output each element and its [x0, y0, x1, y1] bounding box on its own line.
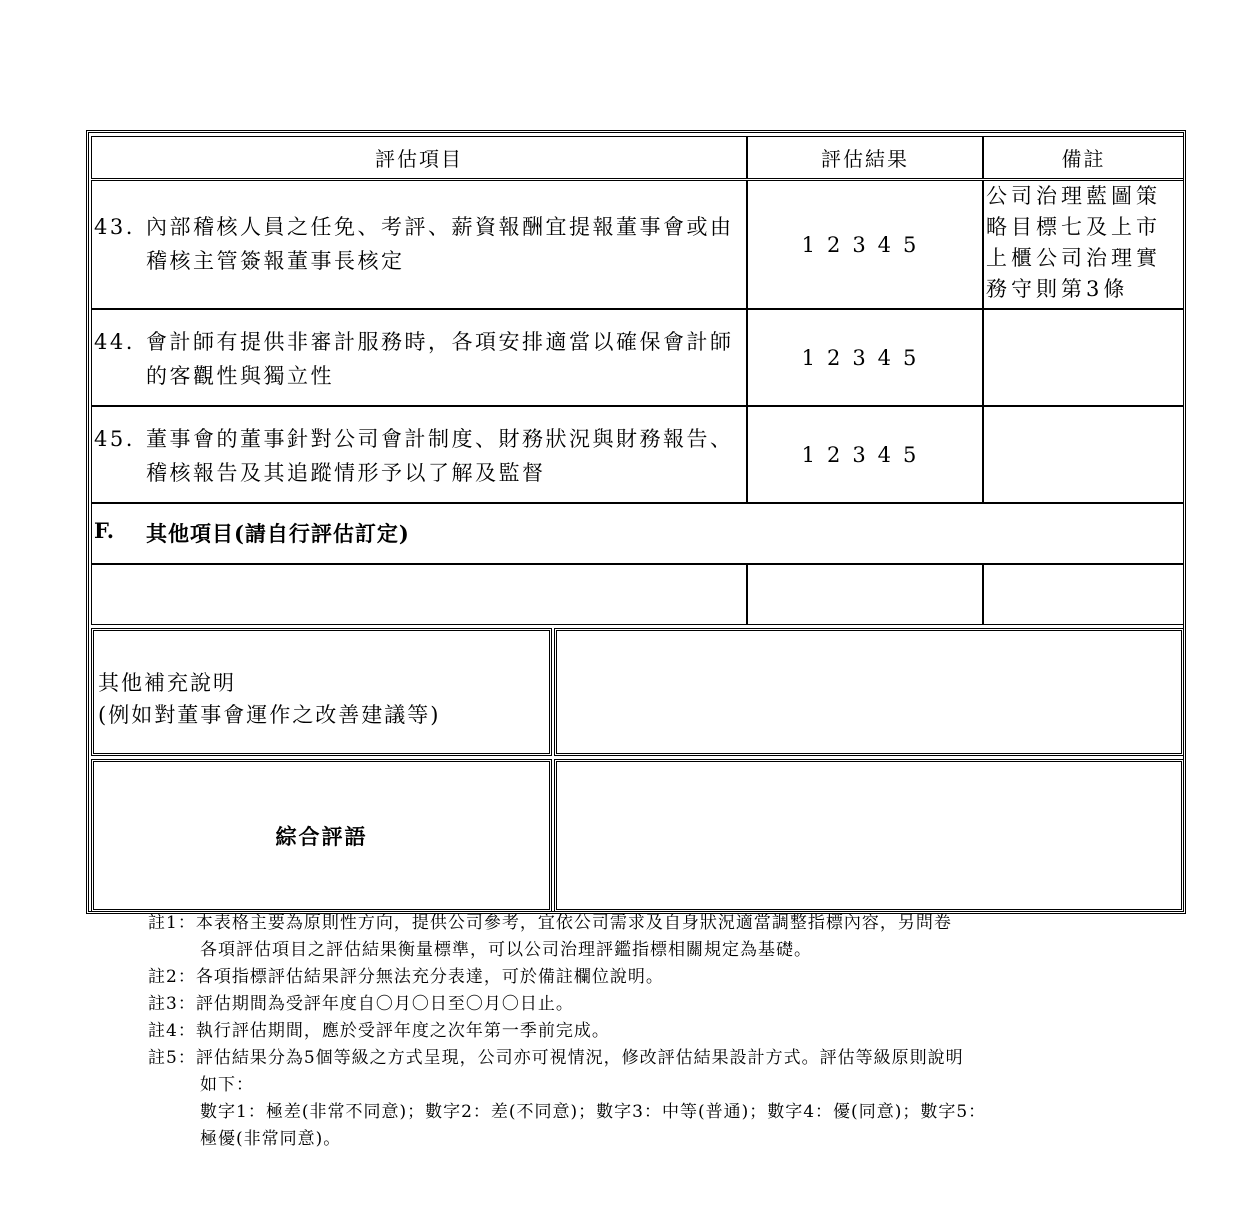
overall-comment-input-cell[interactable] — [554, 759, 1184, 912]
header-result-cell — [747, 136, 983, 179]
item-number: 44. — [94, 330, 135, 354]
remark-text: 公司治理藍圖策略目標七及上市上櫃公司治理實務守則第3條 — [986, 184, 1161, 301]
note-5-scale-definition: 數字1：極差(非常不同意)；數字2：差(不同意)；數字3：中等(普通)；數字4：優(同意)；數字5： — [200, 1102, 987, 1122]
rating-scale-values: 12345 — [801, 442, 929, 467]
rating-scale-values: 12345 — [801, 232, 929, 257]
section-f-number: F. — [94, 518, 115, 543]
item-number: 43. — [94, 215, 135, 239]
table-row-item — [91, 406, 747, 503]
custom-result-cell[interactable] — [747, 564, 983, 625]
remark-cell[interactable] — [983, 309, 1184, 406]
header-item-cell — [91, 136, 747, 179]
custom-remark-cell[interactable] — [983, 564, 1184, 625]
note-5: 註5：評估結果分為5個等級之方式呈現，公司亦可視情況，修改評估結果設計方式。評估等級原則說明 — [148, 1048, 964, 1068]
note-1-continued: 各項評估項目之評估結果衡量標準，可以公司治理評鑑指標相關規定為基礎。 — [200, 940, 812, 960]
rating-scale-values: 12345 — [801, 345, 929, 370]
table-row-item — [91, 309, 747, 406]
rating-scale[interactable] — [747, 309, 983, 406]
overall-comment-label-cell — [91, 759, 552, 912]
item-text: 會計師有提供非審計服務時，各項安排適當以確保會計師的客觀性與獨立性 — [146, 330, 734, 388]
rating-scale[interactable] — [747, 406, 983, 503]
item-text: 內部稽核人員之任免、考評、薪資報酬宜提報董事會或由稽核主管簽報董事長核定 — [146, 215, 734, 273]
remark-cell[interactable] — [983, 406, 1184, 503]
note-3: 註3：評估期間為受評年度自〇月〇日至〇月〇日止。 — [148, 994, 574, 1014]
section-f-header — [91, 503, 1184, 564]
note-2: 註2：各項指標評估結果評分無法充分表達，可於備註欄位說明。 — [148, 967, 664, 987]
supplement-label: 其他補充說明 — [98, 671, 236, 695]
item-number: 45. — [94, 427, 135, 451]
table-row-item — [91, 180, 747, 309]
note-5-scale-definition-end: 極優(非常同意)。 — [200, 1129, 342, 1149]
supplement-example: (例如對董事會運作之改善建議等) — [98, 703, 441, 727]
note-1: 註1：本表格主要為原則性方向，提供公司參考，宜依公司需求及自身狀況適當調整指標內容，另問卷 — [148, 913, 952, 933]
remark-cell — [983, 180, 1184, 309]
evaluation-table — [86, 130, 1186, 914]
supplement-input-cell[interactable] — [554, 628, 1184, 756]
footnotes — [148, 910, 1108, 1153]
custom-item-cell[interactable] — [91, 564, 747, 625]
header-remark-cell — [983, 136, 1184, 179]
section-f-title: 其他項目(請自行評估訂定) — [146, 521, 410, 546]
item-text: 董事會的董事針對公司會計制度、財務狀況與財務報告、稽核報告及其追蹤情形予以了解及監督 — [146, 427, 734, 485]
header-item-label: 評估項目 — [375, 147, 463, 171]
rating-scale[interactable] — [747, 180, 983, 309]
note-4: 註4：執行評估期間，應於受評年度之次年第一季前完成。 — [148, 1021, 610, 1041]
overall-comment-label: 綜合評語 — [275, 823, 368, 849]
note-5-continued: 如下： — [200, 1075, 254, 1095]
header-result-label: 評估結果 — [821, 147, 909, 171]
header-remark-label: 備註 — [1061, 147, 1106, 171]
supplement-label-cell — [91, 628, 552, 756]
